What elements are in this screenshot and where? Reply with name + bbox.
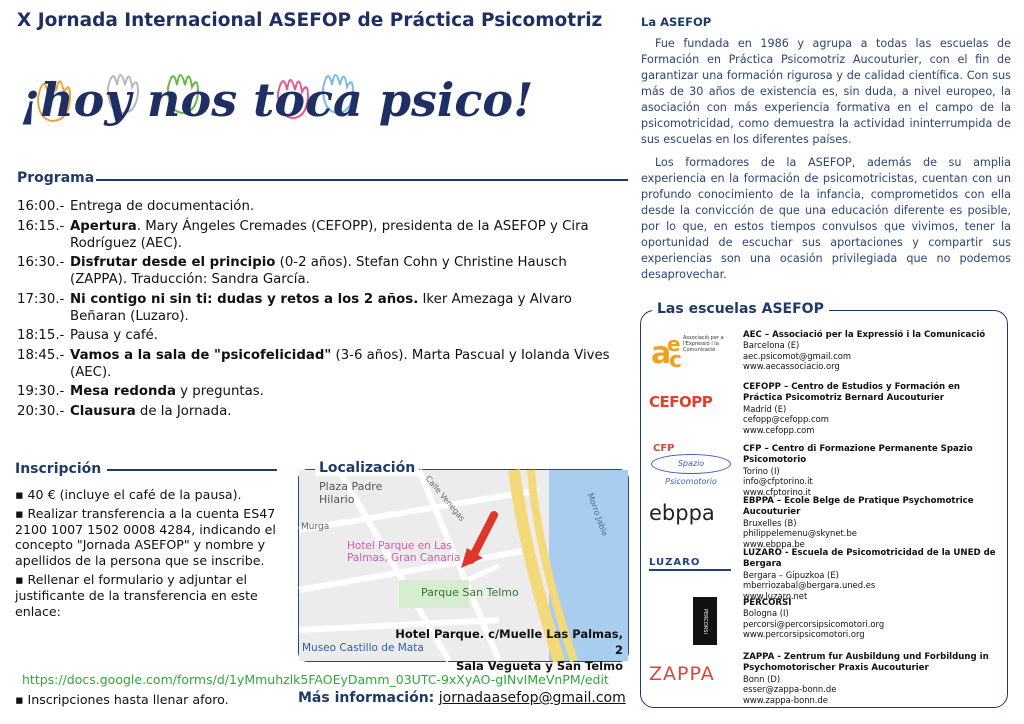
school-email[interactable]: percorsi@percorsipsicomotori.org bbox=[743, 618, 885, 629]
school-text bbox=[743, 597, 1001, 640]
school-text bbox=[743, 495, 1001, 549]
school-city: Torino (I) bbox=[743, 465, 780, 476]
asefop-paragraph: Los formadores de la ASEFOP, además de su amplia experiencia en la formación de psicomotricistas, cuentan con un profundo conocimiento de la infancia, comprometidos con ella desde la convicción de que una educación diferente es posible, por lo que, en estos tiempos convulsos que vivimos, tener la oportunidad de escuchar sus aportaciones y compartir sus experiencias son una ocasión privilegiada que no podemos desaprovechar. bbox=[641, 156, 1011, 281]
slogan-text: ¡hoy nos toca psico! bbox=[20, 73, 534, 127]
school-email[interactable]: philippelemenu@skynet.be bbox=[743, 528, 857, 539]
school-name: PERCORSI bbox=[743, 598, 792, 608]
school-name: CFP – Centro di Formazione Permanente Spazio Psicomotorio bbox=[743, 444, 973, 466]
more-info-email[interactable]: jornadaasefop@gmail.com bbox=[438, 690, 626, 706]
programa-bold: Disfrutar desde el principio bbox=[70, 255, 276, 270]
school-web[interactable]: www.cefopp.com bbox=[743, 424, 815, 435]
programa-item bbox=[17, 403, 627, 420]
map-label: Plaza Padre Hilario bbox=[319, 480, 383, 506]
programa-time: 19:30.- bbox=[17, 384, 65, 399]
item-text: Realizar transferencia a la cuenta ES47 2100 1007 1502 0008 4284, indicando el concepto "Jornada ASEFOP" y nombre y apellidos de la persona que se inscribe. bbox=[15, 505, 276, 569]
percorsi-logo-icon: PERCORSI bbox=[693, 597, 717, 645]
map-label: Museo Castillo de Mata bbox=[302, 642, 424, 654]
inscripcion-heading: Inscripción bbox=[15, 461, 102, 477]
programa-text: de la Jornada. bbox=[135, 403, 232, 419]
form-link[interactable]: https://docs.google.com/forms/d/1yMmuhzlk5FAOEyDamm_03UTC-9xXyAO-gINvIMeVnPM/edit bbox=[22, 672, 609, 687]
localizacion-heading: Localización bbox=[315, 460, 419, 476]
cfp-logo-icon bbox=[649, 443, 731, 486]
slogan-logo bbox=[18, 48, 534, 148]
svg-text:c: c bbox=[669, 348, 683, 373]
programa-time: 17:30.- bbox=[17, 291, 65, 307]
school-web[interactable]: www.cfptorino.it bbox=[743, 486, 812, 497]
list-item: ▪ 40 € (incluye el café de la pausa). bbox=[15, 487, 242, 502]
programa-text: . Mary Ángeles Cremades (CEFOPP), presidenta de la ASEFOP y Cira Rodríguez (AEC). bbox=[70, 218, 589, 251]
programa-time: 18:15.- bbox=[17, 328, 65, 343]
programa-bold: Apertura bbox=[70, 218, 137, 234]
school-email[interactable]: info@cfptorino.it bbox=[743, 476, 813, 487]
programa-item bbox=[17, 327, 627, 344]
programa-time: 16:15.- bbox=[17, 218, 65, 234]
school-web[interactable]: www.ebppa.be bbox=[743, 538, 805, 549]
school-city: Bruxelles (B) bbox=[743, 517, 797, 528]
programa-item bbox=[17, 218, 627, 252]
school-name: CEFOPP – Centro de Estudios y Formación en Práctica Psicomotriz Bernard Aucouturier bbox=[743, 382, 961, 404]
school-text bbox=[743, 381, 1001, 435]
programa-bold: Ni contigo ni sin ti: dudas y retos a los 2 años. bbox=[70, 291, 419, 307]
school-city: Bergara – Gipuzkoa (E) bbox=[743, 569, 839, 580]
more-info bbox=[298, 690, 626, 706]
programa-text: y preguntas. bbox=[175, 384, 264, 399]
location-map[interactable] bbox=[298, 469, 629, 673]
more-info-label: Más información: bbox=[298, 690, 435, 706]
page-title: X Jornada Internacional ASEFOP de Práctica Psicomotriz bbox=[17, 10, 603, 31]
svg-text:e: e bbox=[667, 332, 681, 356]
map-address bbox=[393, 626, 623, 674]
cfp-logo-text: CFP bbox=[653, 443, 675, 454]
school-name: AEC – Associació per la Expressió i la Comunicació bbox=[743, 330, 986, 340]
school-text bbox=[743, 547, 1001, 601]
programa-item bbox=[17, 198, 627, 215]
list-item: ▪ Realizar transferencia a la cuenta ES47 2100 1007 1502 0008 4284, indicando el concepto "Jornada ASEFOP" y nombre y apellidos de la persona que se inscribe. bbox=[15, 505, 276, 569]
school-web[interactable]: www.percorsipsicomotori.org bbox=[743, 629, 865, 640]
luzaro-logo-icon: LUZARO bbox=[649, 557, 731, 571]
list-item: ▪ Rellenar el formulario y adjuntar el justificante de la transferencia en este enlace: bbox=[15, 571, 258, 619]
schools-panel bbox=[640, 310, 1008, 708]
address-line: Hotel Parque. c/Muelle Las Palmas, 2 bbox=[395, 627, 623, 657]
programa-time: 16:00.- bbox=[17, 199, 65, 214]
programa-heading: Programa bbox=[17, 170, 95, 186]
school-text bbox=[743, 443, 1001, 497]
programa-time: 16:30.- bbox=[17, 255, 65, 270]
map-label: Murga bbox=[301, 522, 330, 532]
list-item: ▪ Inscripciones hasta llenar aforo. bbox=[15, 692, 229, 707]
map-label: Morro Jable bbox=[585, 491, 610, 538]
school-city: Madrid (E) bbox=[743, 403, 787, 414]
programa-text: Iker Amezaga y Alvaro Beñaran (Luzaro). bbox=[70, 291, 572, 324]
school-text bbox=[743, 651, 1001, 705]
map-label: Parque San Telmo bbox=[421, 586, 519, 599]
svg-text:a: a bbox=[651, 336, 672, 371]
school-city: Barcelona (E) bbox=[743, 340, 800, 351]
programa-text: Pausa y café. bbox=[70, 328, 158, 343]
school-name: LUZARO - Escuela de Psicomotricidad de la UNED de Bergara bbox=[743, 548, 996, 570]
programa-item bbox=[17, 383, 627, 400]
school-email[interactable]: esser@zappa-bonn.de bbox=[743, 684, 837, 695]
item-text: 40 € (incluye el café de la pausa). bbox=[27, 487, 242, 502]
divider bbox=[107, 469, 277, 471]
programa-item bbox=[17, 254, 627, 288]
escuelas-heading: Las escuelas ASEFOP bbox=[652, 301, 829, 317]
programa-text: (3-6 años). Marta Pascual y Iolanda Vives (AEC). bbox=[70, 347, 610, 380]
school-city: Bologna (I) bbox=[743, 608, 789, 619]
cefopp-logo-icon: CEFOPP bbox=[649, 393, 713, 411]
cfp-logo-sub: Spazio Psicomotorio bbox=[651, 454, 731, 474]
school-name: EBPPA – Ecole Belge de Pratique Psychomotrice Aucouturier bbox=[743, 496, 974, 518]
school-web[interactable]: www.zappa-bonn.de bbox=[743, 694, 828, 705]
zappa-logo-icon: ZAPPA bbox=[649, 663, 715, 685]
school-text bbox=[743, 329, 1001, 372]
item-text: Inscripciones hasta llenar aforo. bbox=[27, 692, 229, 707]
school-web[interactable]: www.luzaro.net bbox=[743, 590, 808, 601]
asefop-heading: La ASEFOP bbox=[641, 15, 712, 29]
programa-time: 20:30.- bbox=[17, 403, 65, 419]
inscripcion-list bbox=[15, 487, 285, 622]
programa-bold: Mesa redonda bbox=[70, 384, 176, 399]
school-email[interactable]: aec.psicomot@gmail.com bbox=[743, 350, 852, 361]
programa-list bbox=[17, 198, 627, 422]
item-text: Rellenar el formulario y adjuntar el justificante de la transferencia en este enlace: bbox=[15, 571, 258, 619]
school-name: ZAPPA - Zentrum fur Ausbildung und Forbildung in Psychomotorischer Praxis Aucouturier bbox=[743, 652, 989, 674]
ebppa-logo-icon: ebppa bbox=[649, 501, 715, 525]
divider bbox=[96, 179, 628, 181]
programa-time: 18:45.- bbox=[17, 347, 65, 363]
address-line: Sala Vegueta y San Telmo bbox=[456, 659, 623, 673]
programa-item bbox=[17, 347, 627, 381]
programa-text: (0-2 años). Stefan Cohn y Christine Hausch (ZAPPA). Traducción: Sandra García. bbox=[70, 255, 567, 287]
aec-logo-sub: Associació per a l'Expressió i la Comunicació bbox=[683, 335, 724, 353]
map-label-hotel: Hotel Parque en Las Palmas, Gran Canaria bbox=[347, 540, 461, 564]
school-web[interactable]: www.aecassociacio.org bbox=[743, 361, 840, 372]
asefop-paragraph: Fue fundada en 1986 y agrupa a todas las escuelas de Formación en Práctica Psicomotriz Aucouturier, con el fin de garantizar una formación rigurosa y de calidad científica. Con sus más de 30 años de existencia es, sin duda, a nivel europeo, la asociación con más experiencia formativa en el campo de la psicomotricidad, como demuestra la actividad ininterrumpida de sus escuelas en los diferentes países. bbox=[641, 37, 1011, 146]
programa-bold: Vamos a la sala de "psicofelicidad" bbox=[70, 347, 332, 363]
map-label: Calle Venegas bbox=[423, 474, 467, 523]
programa-item bbox=[17, 291, 627, 325]
school-city: Bonn (D) bbox=[743, 673, 781, 684]
programa-bold: Clausura bbox=[70, 403, 136, 419]
school-email[interactable]: cefopp@cefopp.com bbox=[743, 414, 829, 425]
school-email[interactable]: mberriozabal@bergara.uned.es bbox=[743, 580, 876, 591]
programa-text: Entrega de documentación. bbox=[70, 199, 255, 214]
